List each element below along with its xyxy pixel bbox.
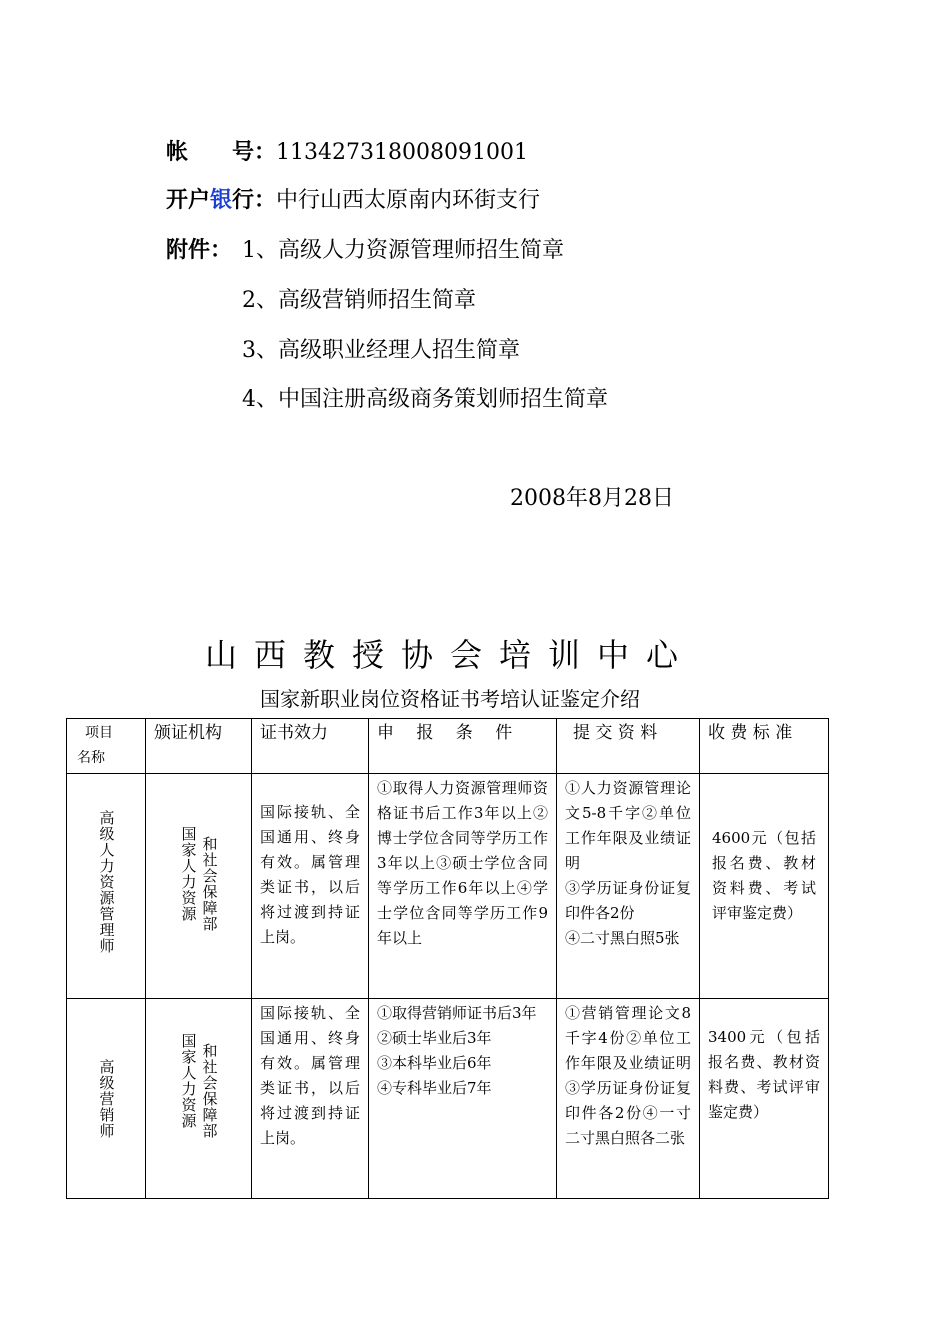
account-line bbox=[166, 138, 528, 168]
row-org bbox=[154, 1001, 243, 1139]
row-org-col1: 国家人力资源 bbox=[179, 826, 198, 922]
attachments-label: 附件： bbox=[166, 238, 233, 263]
header-validity: 证书效力 bbox=[252, 719, 369, 774]
row-conditions: ①取得营销师证书后3年 ②硕士毕业后3年 ③本科毕业后6年 ④专科毕业后7年 bbox=[369, 999, 557, 1199]
row-conditions: ①取得人力资源管理师资格证书后工作3年以上②博士学位含同等学历工作3年以上③硕士学位含同等学历工作6年以上④学士学位含同等学历工作9年以上 bbox=[369, 774, 557, 999]
row-fees: 3400元（包括报名费、教材资料费、考试评审鉴定费） bbox=[700, 999, 829, 1199]
header-materials: 提 交 资 料 bbox=[557, 719, 700, 774]
certification-table bbox=[66, 718, 829, 1199]
bank-label-part: 行： bbox=[232, 188, 277, 213]
row-project-name: 高级人力资源管理师 bbox=[97, 810, 116, 954]
account-label: 帐 号： bbox=[166, 140, 277, 165]
row-validity: 国际接轨、全国通用、终身有效。属管理类证书，以后将过渡到持证上岗。 bbox=[252, 999, 369, 1199]
row-project-name-cell bbox=[67, 774, 146, 999]
header-project-name bbox=[67, 719, 146, 774]
bank-label bbox=[166, 188, 276, 213]
center-subtitle: 国家新职业岗位资格证书考培认证鉴定介绍 bbox=[260, 687, 640, 711]
attachment-item: 2、高级营销师招生简章 bbox=[242, 288, 476, 313]
attachments-line bbox=[166, 236, 232, 266]
row-project-name-cell bbox=[67, 999, 146, 1199]
document-date: 2008年8月28日 bbox=[510, 486, 674, 511]
row-org-col2: 和社会保障部 bbox=[200, 1043, 219, 1139]
bank-label-link[interactable]: 银 bbox=[210, 188, 233, 213]
header-project-line1: 项目 bbox=[85, 725, 113, 741]
header-org: 颁证机构 bbox=[146, 719, 252, 774]
row-materials: ①人力资源管理论文5-8千字②单位工作年限及业绩证明 ③学历证身份证复印件各2份 ④二寸黑白照5张 bbox=[557, 774, 700, 999]
row-org bbox=[154, 776, 243, 932]
attachment-item: 1、高级人力资源管理师招生简章 bbox=[242, 238, 564, 263]
center-title: 山西教授协会培训中心 bbox=[204, 636, 695, 674]
row-project-name-wrap bbox=[67, 774, 145, 998]
header-project-line2: 名称 bbox=[77, 750, 105, 766]
row-org-cell bbox=[146, 999, 252, 1199]
table-row bbox=[67, 999, 829, 1199]
row-org-cell bbox=[146, 774, 252, 999]
row-fees: 4600元（包括报名费、教材资料费、考试评审鉴定费） bbox=[700, 774, 829, 999]
account-number: 113427318008091001 bbox=[276, 140, 528, 165]
header-fees: 收 费 标 准 bbox=[700, 719, 829, 774]
table-row bbox=[67, 774, 829, 999]
attachment-item: 3、高级职业经理人招生简章 bbox=[242, 338, 520, 363]
row-project-name: 高级营销师 bbox=[97, 1058, 116, 1139]
row-validity: 国际接轨、全国通用、终身有效。属管理类证书，以后将过渡到持证上岗。 bbox=[252, 774, 369, 999]
row-materials: ①营销管理论文8千字4份②单位工作年限及业绩证明③学历证身份证复印件各2份④一寸二寸黑白照各二张 bbox=[557, 999, 700, 1199]
bank-name: 中行山西太原南内环街支行 bbox=[276, 188, 541, 213]
attachment-item: 4、中国注册高级商务策划师招生简章 bbox=[242, 387, 608, 412]
row-org-col2: 和社会保障部 bbox=[200, 836, 219, 932]
header-conditions: 申 报 条 件 bbox=[369, 719, 557, 774]
bank-label-part: 开户 bbox=[166, 188, 211, 213]
row-org-col1: 国家人力资源 bbox=[179, 1033, 198, 1129]
row-project-name-wrap bbox=[67, 999, 145, 1198]
table-header-row bbox=[67, 719, 829, 774]
bank-line bbox=[166, 186, 540, 216]
